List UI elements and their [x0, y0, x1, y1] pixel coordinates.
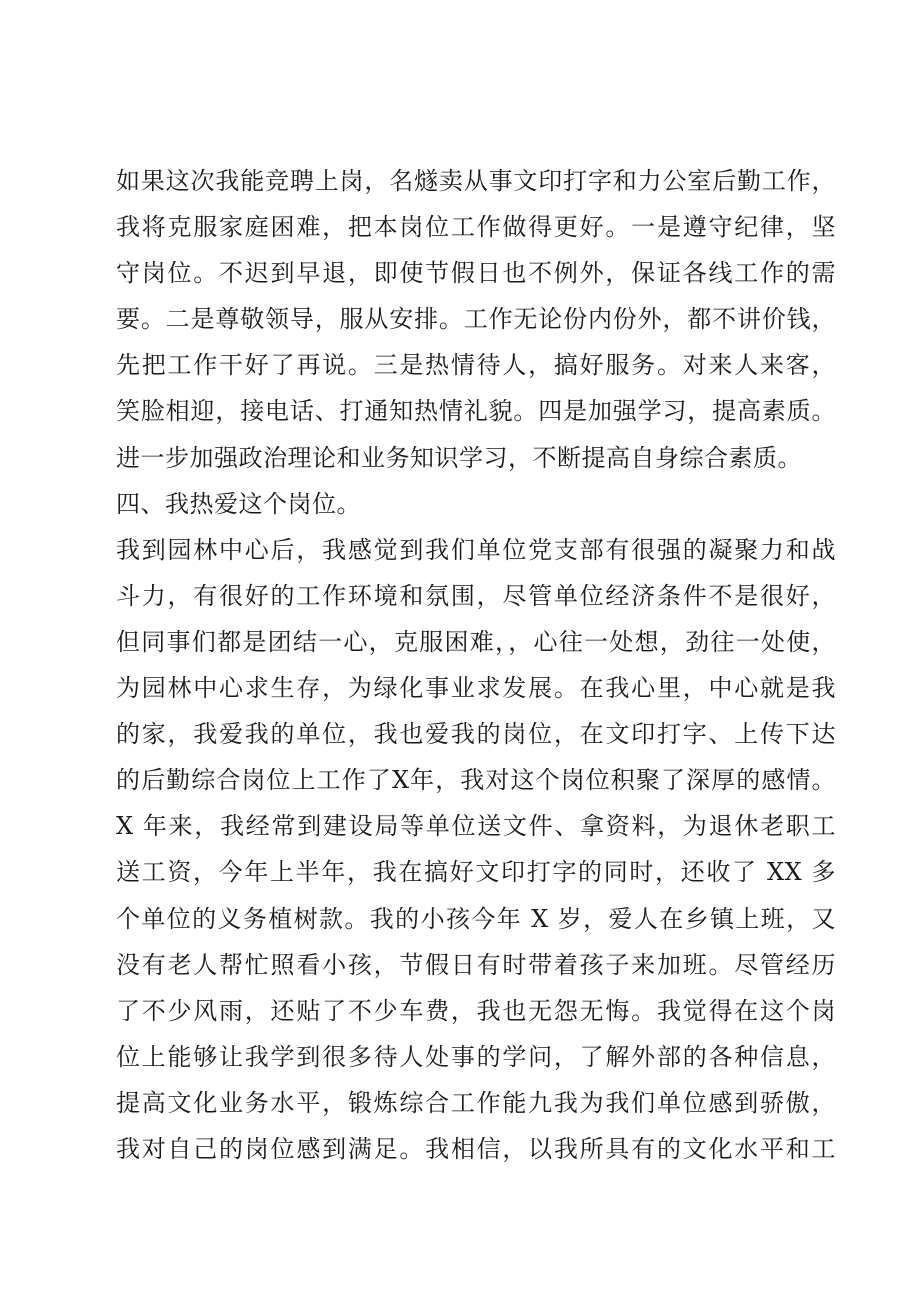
text-line: 我将克服家庭困难，把本岗位工作做得更好。一是遵守纪律，坚 — [116, 213, 836, 242]
text-line: 的后勤综合岗位上工作了X年，我对这个岗位积聚了深厚的感情。 — [116, 766, 836, 795]
text-line: 但同事们都是团结一心，克服困难，，心往一处想，劲往一处使， — [116, 627, 836, 656]
text-line: 我对自己的岗位感到满足。我相信，以我所具有的文化水平和工 — [116, 1134, 836, 1163]
document-body — [116, 158, 836, 1172]
text-line: 了不少风雨，还贴了不少车费，我也无怨无悔。我觉得在这个岗 — [116, 996, 836, 1025]
text-line: 守岗位。不迟到早退，即使节假日也不例外，保证各线工作的需 — [116, 259, 836, 288]
text-line: 送工资，今年上半年，我在搞好文印打字的同时，还收了 XX 多 — [116, 858, 836, 887]
text-line: 提高文化业务水平，锻炼综合工作能九我为我们单位感到骄傲， — [116, 1088, 836, 1117]
text-line: 位上能够让我学到很多待人处事的学问，了解外部的各种信息， — [116, 1042, 836, 1071]
text-line: 的家，我爱我的单位，我也爱我的岗位，在文印打字、上传下达 — [116, 720, 836, 749]
text-line: X 年来，我经常到建设局等单位送文件、拿资料，为退休老职工 — [116, 812, 836, 841]
text-line: 进一步加强政治理论和业务知识学习，不断提高自身综合素质。 — [116, 443, 802, 472]
text-line: 没有老人帮忙照看小孩，节假日有时带着孩子来加班。尽管经历 — [116, 950, 836, 979]
text-line: 要。二是尊敬领导，服从安排。工作无论份内份外，都不讲价钱， — [116, 305, 836, 334]
text-line: 笑脸相迎，接电话、打通知热情礼貌。四是加强学习，提高素质。 — [116, 397, 836, 426]
section-heading: 四、我热爱这个岗位。 — [116, 489, 361, 518]
text-line: 我到园林中心后，我感觉到我们单位党支部有很强的凝聚力和战 — [116, 535, 836, 564]
text-line: 如果这次我能竞聘上岗，名燧卖从事文印打字和力公室后勤工作， — [116, 167, 836, 195]
text-line: 个单位的义务植树款。我的小孩今年 X 岁，爱人在乡镇上班，又 — [116, 904, 836, 933]
text-line: 为园林中心求生存，为绿化事业求发展。在我心里，中心就是我 — [116, 674, 836, 703]
text-line: 斗力，有很好的工作环境和氛围，尽管单位经济条件不是很好， — [116, 581, 836, 610]
text-line: 先把工作干好了再说。三是热情待人，搞好服务。对来人来客， — [116, 351, 836, 380]
